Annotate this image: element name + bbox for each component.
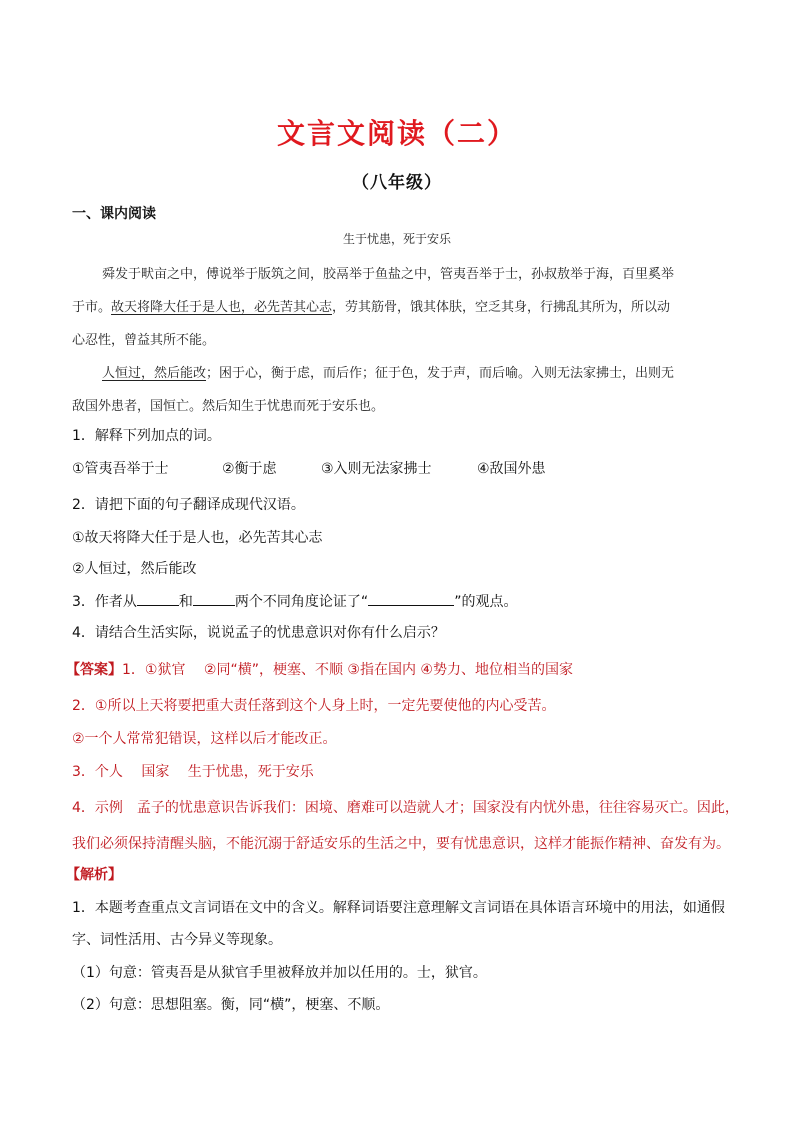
analysis-text: 1．本题考查重点文言词语在文中的含义。解释词语要注意理解文言词语在具体语言环境中的用法，如通假 bbox=[72, 900, 725, 916]
answer-line-2: 2．①所以上天将要把重大责任落到这个人身上时，一定先要使他的内心受苦。 bbox=[72, 698, 556, 714]
passage-line-1: 舜发于畎亩之中，傅说举于版筑之间，胶鬲举于鱼盐之中，管夷吾举于士，孙叔敖举于海，百里奚举 bbox=[102, 267, 675, 282]
analysis-line-3: （1）句意：管夷吾是从狱官手里被释放并加以任用的。士，狱官。 bbox=[72, 965, 487, 981]
answer-text: 1．①狱官 ②同“横”，梗塞、不顺 ③指在国内 ④势力、地位相当的国家 bbox=[122, 662, 573, 678]
passage-title: 生于忧患，死于安乐 bbox=[342, 232, 451, 246]
answer-line-4: 3．个人 国家 生于忧患，死于安乐 bbox=[72, 764, 314, 780]
answer-line-5: 4．示例 孟子的忧患意识告诉我们：困境、磨难可以造就人才；国家没有内忧外患，往往容易灭亡。因此， bbox=[72, 800, 739, 816]
page-subtitle: （八年级） bbox=[352, 173, 442, 193]
q1-item-3: ③入则无法家拂士 bbox=[321, 461, 432, 477]
q3-text: 和 bbox=[178, 594, 193, 610]
question-3 bbox=[72, 591, 517, 611]
blank-field-2[interactable] bbox=[193, 591, 235, 606]
q2-item-2: ②人恒过，然后能改 bbox=[72, 561, 197, 577]
q1-item-2: ②衡于虑 bbox=[222, 461, 277, 477]
passage-text: ，劳其筋骨，饿其体肤，空乏其身，行拂乱其所为，所以动 bbox=[332, 300, 671, 315]
page-title: 文言文阅读（二） bbox=[276, 117, 517, 150]
blank-field-3[interactable] bbox=[368, 591, 454, 606]
passage-line-5: 敌国外患者，国恒亡。然后知生于忧患而死于安乐也。 bbox=[72, 399, 385, 414]
q3-text: 3．作者从 bbox=[72, 594, 137, 610]
passage-line-2 bbox=[72, 296, 670, 315]
question-2: 2．请把下面的句子翻译成现代汉语。 bbox=[72, 497, 305, 513]
q2-item-1: ①故天将降大任于是人也，必先苦其心志 bbox=[72, 530, 323, 546]
q3-text: 两个不同角度论证了“ bbox=[234, 594, 369, 610]
question-4: 4．请结合生活实际，说说孟子的忧患意识对你有什么启示？ bbox=[72, 625, 445, 641]
analysis-tag: 【解析】 bbox=[66, 867, 122, 883]
analysis-line-2: 字、词性活用、古今异义等现象。 bbox=[72, 932, 282, 948]
q3-text: ”的观点。 bbox=[454, 594, 518, 610]
answer-line-1 bbox=[66, 659, 573, 679]
analysis-line-4: （2）句意：思想阻塞。衡，同“横”，梗塞、不顺。 bbox=[72, 997, 390, 1013]
passage-line-4 bbox=[102, 362, 674, 381]
question-1: 1．解释下列加点的词。 bbox=[72, 428, 221, 444]
passage-text: ；困于心，衡于虑，而后作；征于色，发于声，而后喻。入则无法家拂士，出则无 bbox=[206, 366, 675, 381]
q1-item-4: ④敌国外患 bbox=[477, 461, 546, 477]
answer-tag: 【答案】 bbox=[66, 662, 122, 678]
passage-line-3: 心忍性，曾益其所不能。 bbox=[72, 333, 216, 348]
underlined-sentence-2: 人恒过，然后能改 bbox=[102, 366, 207, 381]
analysis-line-1 bbox=[72, 897, 725, 917]
blank-field-1[interactable] bbox=[137, 591, 179, 606]
answer-line-6: 我们必须保持清醒头脑，不能沉溺于舒适安乐的生活之中，要有忧患意识，这样才能振作精神、奋发有为。 bbox=[72, 836, 730, 852]
q1-item-1: ①管夷吾举于士 bbox=[72, 461, 169, 477]
underlined-sentence-1: 故天将降大任于是人也，必先苦其心志 bbox=[111, 300, 333, 315]
section-heading: 一、课内阅读 bbox=[72, 206, 156, 222]
answer-line-3: ②一个人常常犯错误，这样以后才能改正。 bbox=[72, 731, 337, 747]
passage-text: 于市。 bbox=[72, 300, 112, 315]
